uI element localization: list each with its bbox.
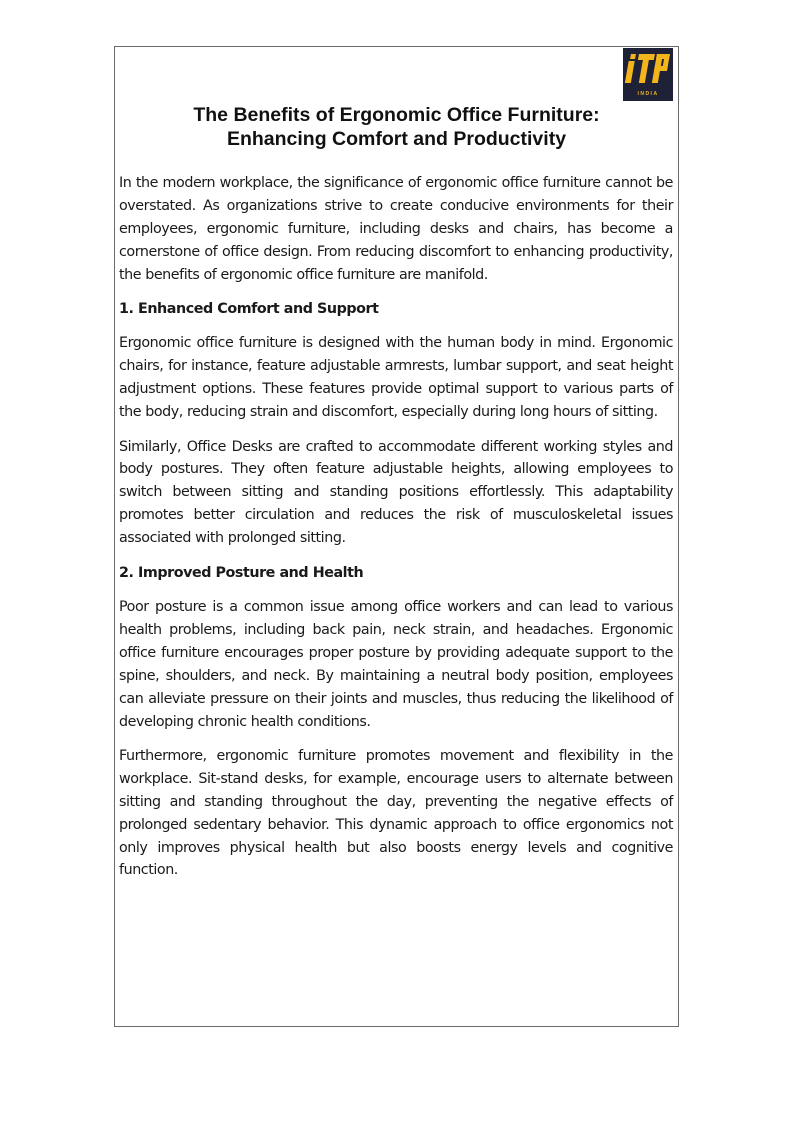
document-title — [114, 103, 679, 151]
title-line-1: The Benefits of Ergonomic Office Furniture: — [193, 104, 600, 126]
section-heading-posture: 2. Improved Posture and Health — [119, 564, 364, 581]
paragraph: Ergonomic office furniture is designed with the human body in mind. Ergonomic chairs, for instance, feature adjustable armrests, lumbar support, and seat height adjustment options. These features provide optimal support to various parts of the body, reducing strain and discomfort, especially during long hours of sitting. — [119, 335, 673, 421]
title-line-2: Enhancing Comfort and Productivity — [226, 128, 567, 150]
document-body — [119, 172, 673, 894]
intro-paragraph: In the modern workplace, the significance of ergonomic office furniture cannot be overstated. As organizations strive to create conducive environments for their employees, ergonomic furniture, including desks and chairs, has become a cornerstone of office design. From reducing discomfort to enhancing productivity, the benefits of ergonomic office furniture are manifold. — [119, 175, 673, 283]
itp-india-logo — [623, 48, 673, 101]
section-heading-comfort: 1. Enhanced Comfort and Support — [119, 301, 379, 318]
logo-subtext: INDIA — [637, 91, 659, 97]
paragraph: Furthermore, ergonomic furniture promotes movement and flexibility in the workplace. Sit-stand desks, for example, encourage users to alternate between sitting and standing throughout the day, preventing the negative effects of prolonged sedentary behavior. This dynamic approach to office ergonomics not only improves physical health but also boosts energy levels and cognitive function. — [119, 747, 673, 879]
logo-icon — [623, 48, 673, 101]
paragraph: Similarly, Office Desks are crafted to accommodate different working styles and body postures. They often feature adjustable heights, allowing employees to switch between sitting and standing positions effortlessly. This adaptability promotes better circulation and reduces the risk of musculoskeletal issues associated with prolonged sitting. — [119, 438, 673, 547]
paragraph: Poor posture is a common issue among office workers and can lead to various health problems, including back pain, neck strain, and headaches. Ergonomic office furniture encourages proper posture by providing adequate support to the spine, shoulders, and neck. By maintaining a neutral body position, employees can alleviate pressure on their joints and muscles, thus reducing the likelihood of developing chronic health conditions. — [119, 599, 673, 730]
